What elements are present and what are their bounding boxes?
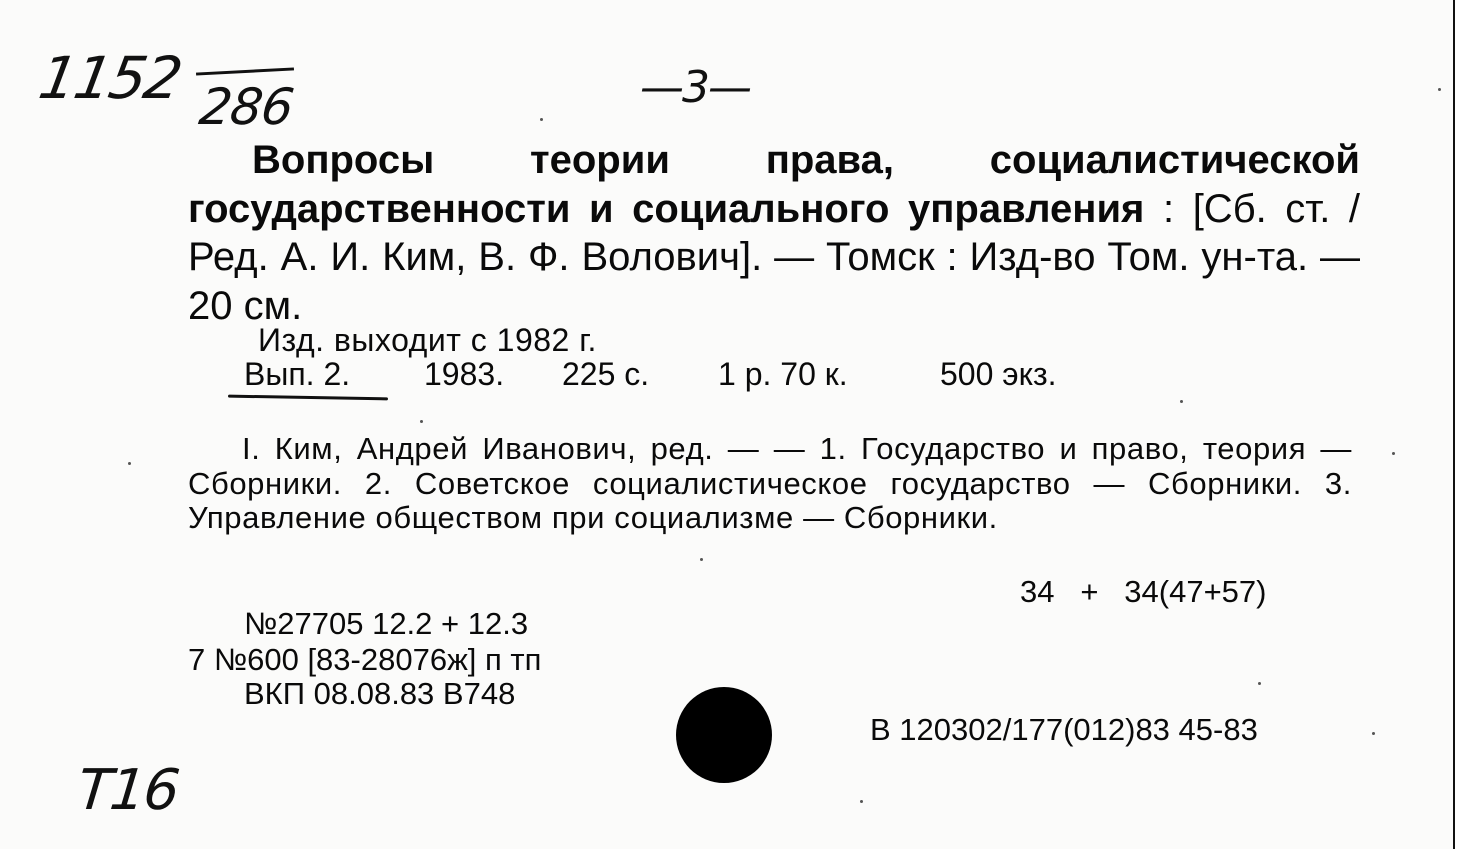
issue-underline-mark bbox=[228, 395, 388, 401]
card-edge-line bbox=[1453, 0, 1455, 849]
issue-label: Вып. 2. bbox=[244, 356, 351, 392]
publisher-code: В 120302/177(012)83 45-83 bbox=[870, 712, 1258, 747]
shelfmark-handwritten: 1152 bbox=[34, 44, 186, 112]
scan-speck bbox=[1392, 452, 1395, 455]
issue-price: 1 р. 70 к. bbox=[718, 356, 848, 392]
shelfmark-sub-handwritten: 286 bbox=[195, 78, 297, 136]
classification-plus: + bbox=[1080, 574, 1099, 609]
scan-speck bbox=[1258, 682, 1261, 685]
scan-speck bbox=[420, 420, 423, 423]
scan-speck bbox=[1438, 88, 1441, 91]
title-responsibility: : [Сб. ст. / Ред. А. И. Ким, В. Ф. Волович]. — Томск : Изд-во Том. ун-та. — 20 см. bbox=[188, 186, 1361, 328]
classification-right: 34(47+57) bbox=[1124, 574, 1267, 609]
technical-line-1: №27705 12.2 + 12.3 bbox=[244, 606, 529, 641]
shelfmark-divider bbox=[196, 67, 294, 75]
bottom-note-handwritten: T16 bbox=[74, 758, 181, 823]
card-margin bbox=[1455, 0, 1463, 849]
title-heading: Вопросы теории права, социалистической государственности и социального управления bbox=[188, 138, 1360, 231]
scan-speck bbox=[1180, 400, 1183, 403]
publication-note: Изд. выходит с 1982 г. bbox=[258, 322, 597, 358]
scan-speck bbox=[700, 558, 703, 561]
subject-tracings bbox=[188, 432, 1352, 536]
issue-copies: 500 экз. bbox=[940, 356, 1057, 392]
bibliographic-title-block bbox=[188, 136, 1360, 330]
scan-speck bbox=[1372, 732, 1375, 735]
page-mark-handwritten: —3— bbox=[640, 62, 750, 113]
issue-year: 1983. bbox=[424, 356, 505, 392]
technical-line-2: 7 №600 [83-28076ж] п тп bbox=[188, 642, 542, 677]
scan-speck bbox=[860, 800, 863, 803]
issue-pages: 225 с. bbox=[562, 356, 650, 392]
technical-line-3: ВКП 08.08.83 В748 bbox=[244, 676, 516, 711]
subject-tracings-text: I. Ким, Андрей Иванович, ред. — — 1. Государство и право, теория — Сборники. 2. Советское социалистическое государство — Сборники. 3. Управление обществом при социализме — Сборники. bbox=[188, 431, 1352, 535]
classification-index bbox=[1020, 574, 1266, 610]
scan-speck bbox=[540, 118, 543, 121]
card-punch-hole bbox=[676, 687, 772, 783]
scan-speck bbox=[128, 462, 131, 465]
classification-left: 34 bbox=[1020, 574, 1055, 609]
